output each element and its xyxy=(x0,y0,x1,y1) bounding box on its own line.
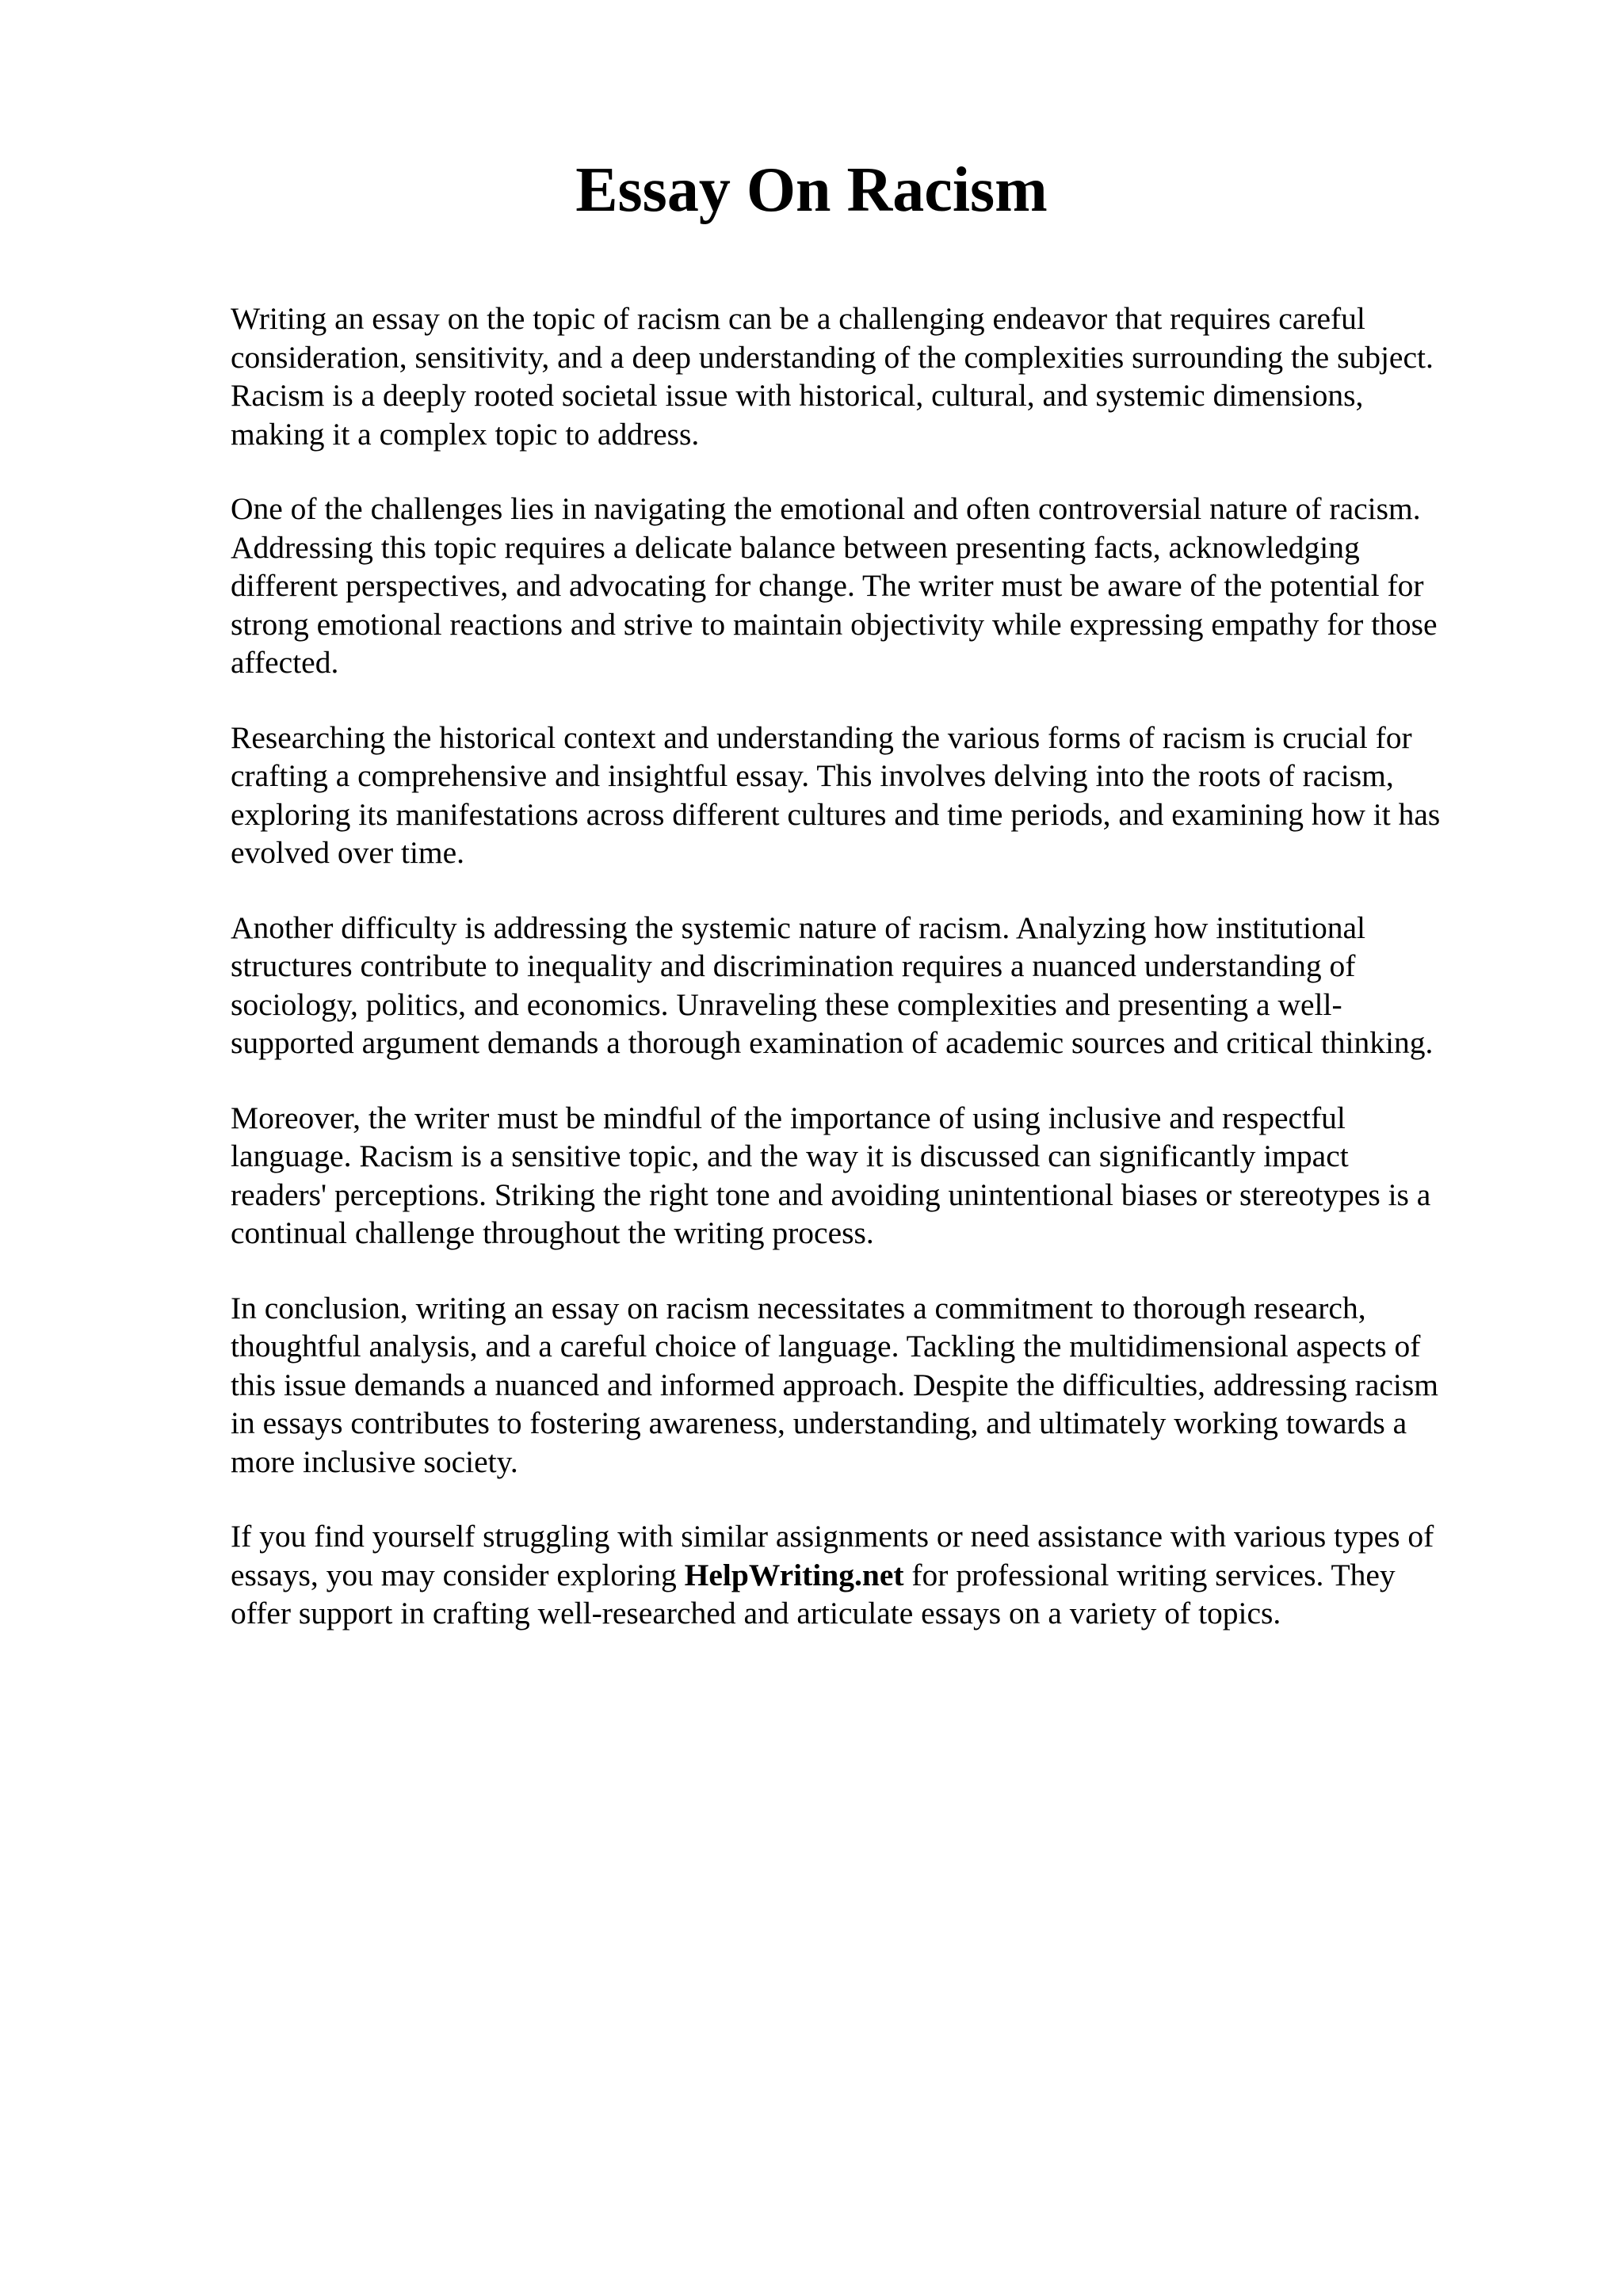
paragraph-line: Another difficulty is addressing the systemic nature of racism. Analyzing how institutional xyxy=(231,910,1365,945)
essay-body xyxy=(231,299,1546,1633)
paragraph-line: affected. xyxy=(231,645,339,680)
page-title: Essay On Racism xyxy=(575,155,1048,225)
paragraph-line: more inclusive society. xyxy=(231,1444,518,1479)
paragraph-line: language. Racism is a sensitive topic, and the way it is discussed can significantly impact xyxy=(231,1138,1349,1173)
paragraph-line: Racism is a deeply rooted societal issue with historical, cultural, and systemic dimensions, xyxy=(231,378,1364,413)
paragraph-line: crafting a comprehensive and insightful essay. This involves delving into the roots of racism, xyxy=(231,758,1394,793)
helpwriting-link[interactable]: HelpWriting.net xyxy=(684,1557,904,1592)
paragraph-5 xyxy=(231,1099,1546,1253)
paragraph-line: exploring its manifestations across different cultures and time periods, and examining how it has xyxy=(231,796,1441,832)
paragraph-line: in essays contributes to fostering awareness, understanding, and ultimately working towards a xyxy=(231,1405,1407,1440)
paragraph-1 xyxy=(231,299,1546,453)
line-text-after: for professional writing services. They xyxy=(903,1557,1396,1592)
paragraph-line: offer support in crafting well-researched and articulate essays on a variety of topics. xyxy=(231,1596,1281,1630)
paragraph-2 xyxy=(231,490,1546,682)
paragraph-line: supported argument demands a thorough examination of academic sources and critical thinking. xyxy=(231,1025,1434,1060)
paragraph-line: Writing an essay on the topic of racism can be a challenging endeavor that requires careful xyxy=(231,301,1365,336)
paragraph-line: thoughtful analysis, and a careful choice of language. Tackling the multidimensional aspects of xyxy=(231,1329,1421,1363)
paragraph-line: strong emotional reactions and strive to maintain objectivity while expressing empathy for those xyxy=(231,606,1438,642)
paragraph-line: continual challenge throughout the writing process. xyxy=(231,1215,874,1250)
paragraph-line: making it a complex topic to address. xyxy=(231,416,700,452)
paragraph-line: structures contribute to inequality and discrimination requires a nuanced understanding of xyxy=(231,948,1356,983)
line-text-before: essays, you may consider exploring xyxy=(231,1557,685,1592)
paragraph-line: Addressing this topic requires a delicate balance between presenting facts, acknowledging xyxy=(231,529,1360,565)
paragraph-line: In conclusion, writing an essay on racism necessitates a commitment to thorough research, xyxy=(231,1290,1366,1325)
paragraph-line: Moreover, the writer must be mindful of the importance of using inclusive and respectful xyxy=(231,1100,1346,1135)
paragraph-line: different perspectives, and advocating for change. The writer must be aware of the potential for xyxy=(231,568,1424,603)
paragraph-line: sociology, politics, and economics. Unraveling these complexities and presenting a well- xyxy=(231,986,1342,1022)
paragraph-6 xyxy=(231,1289,1546,1482)
paragraph-4 xyxy=(231,909,1546,1062)
paragraph-line: readers' perceptions. Striking the right tone and avoiding unintentional biases or stereotypes is a xyxy=(231,1177,1431,1212)
paragraph-line: evolved over time. xyxy=(231,835,465,870)
paragraph-7 xyxy=(231,1517,1546,1633)
paragraph-line-with-link xyxy=(231,1556,1546,1595)
paragraph-line: If you find yourself struggling with similar assignments or need assistance with various types of xyxy=(231,1519,1434,1554)
paragraph-line: Researching the historical context and understanding the various forms of racism is crucial for xyxy=(231,719,1412,755)
paragraph-line: consideration, sensitivity, and a deep understanding of the complexities surrounding the subject. xyxy=(231,339,1434,375)
paragraph-3 xyxy=(231,719,1546,872)
paragraph-line: this issue demands a nuanced and informed approach. Despite the difficulties, addressing racism xyxy=(231,1367,1438,1402)
paragraph-line: One of the challenges lies in navigating the emotional and often controversial nature of racism. xyxy=(231,491,1421,526)
